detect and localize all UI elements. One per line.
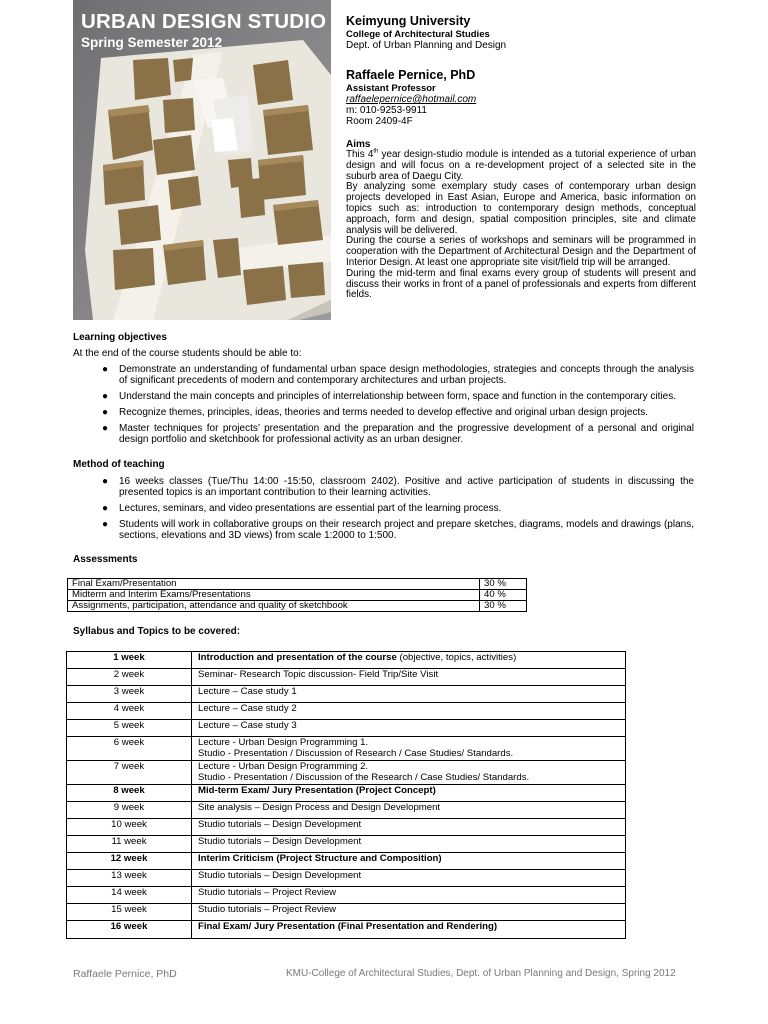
table-row xyxy=(67,652,626,669)
topic-cell: Lecture - Urban Design Programming 1. Studio - Presentation / Discussion of Research / Case Studies/ Standards. xyxy=(192,737,626,761)
table-row xyxy=(67,720,626,737)
list-item: ● Lectures, seminars, and video presentations are essential part of the learning process. xyxy=(102,503,502,514)
table-row xyxy=(67,761,626,785)
week-cell: 1 week xyxy=(67,652,192,669)
topic-cell: Site analysis – Design Process and Design Development xyxy=(192,802,626,819)
table-row xyxy=(67,737,626,761)
table-row xyxy=(67,785,626,802)
aims-paragraph-1: This 4th year design-studio module is intended as a tutorial experience of urban design and will focus on a re-development project of a selected site in the suburb area of Daegu City. xyxy=(346,148,696,182)
info-column xyxy=(346,14,696,301)
table-row xyxy=(67,686,626,703)
week-cell: 16 week xyxy=(67,921,192,939)
week-cell: 9 week xyxy=(67,802,192,819)
topic-cell: Studio tutorials – Project Review xyxy=(192,887,626,904)
footer-institution: KMU-College of Architectural Studies, Dept. of Urban Planning and Design, Spring 2012 xyxy=(286,968,676,979)
topic-cell: Lecture – Case study 1 xyxy=(192,686,626,703)
bullet-icon: ● xyxy=(102,364,109,375)
assessment-item: Final Exam/Presentation xyxy=(68,579,480,590)
bullet-icon: ● xyxy=(102,407,109,418)
assessments-heading: Assessments xyxy=(73,554,138,565)
instructor-room: Room 2409-4F xyxy=(346,116,413,127)
table-row xyxy=(68,601,527,612)
table-row xyxy=(67,819,626,836)
assessments-table xyxy=(67,578,527,612)
instructor-email[interactable]: raffaelepernice@hotmail.com xyxy=(346,94,477,105)
college-name: College of Architectural Studies xyxy=(346,29,490,40)
instructor-title: Assistant Professor xyxy=(346,83,436,94)
bullet-icon: ● xyxy=(102,391,109,402)
week-cell: 2 week xyxy=(67,669,192,686)
bullet-icon: ● xyxy=(102,503,109,514)
course-semester: Spring Semester 2012 xyxy=(81,35,223,50)
topic-cell: Lecture - Urban Design Programming 2. Studio - Presentation / Discussion of the Research / Case Studies/ Standards. xyxy=(192,761,626,785)
bullet-icon: ● xyxy=(102,423,109,434)
list-item: ● Students will work in collaborative groups on their research project and prepare sketches, diagrams, models and drawings (plans, sections, elevations and 3D views) from scale 1:2000 to 1:500. xyxy=(102,519,694,541)
learning-objectives-intro: At the end of the course students should be able to: xyxy=(73,348,302,359)
week-cell: 14 week xyxy=(67,887,192,904)
week-cell: 15 week xyxy=(67,904,192,921)
model-photo xyxy=(73,0,331,320)
aims-heading: Aims xyxy=(346,139,371,150)
week-cell: 6 week xyxy=(67,737,192,761)
assessment-weight: 40 % xyxy=(480,590,527,601)
instructor-phone: m: 010-9253-9911 xyxy=(346,105,427,116)
week-cell: 4 week xyxy=(67,703,192,720)
topic-cell: Introduction and presentation of the course (objective, topics, activities) xyxy=(192,652,626,669)
topic-cell: Lecture – Case study 2 xyxy=(192,703,626,720)
topic-cell: Studio tutorials – Design Development xyxy=(192,870,626,887)
topic-cell: Seminar- Research Topic discussion- Field Trip/Site Visit xyxy=(192,669,626,686)
table-row xyxy=(67,703,626,720)
table-row xyxy=(68,590,527,601)
syllabus-heading: Syllabus and Topics to be covered: xyxy=(73,626,241,637)
assessment-item: Midterm and Interim Exams/Presentations xyxy=(68,590,480,601)
topic-cell: Final Exam/ Jury Presentation (Final Presentation and Rendering) xyxy=(192,921,626,939)
list-item: ● Recognize themes, principles, ideas, theories and terms needed to develop effective and original urban design projects. xyxy=(102,407,649,418)
week-cell: 3 week xyxy=(67,686,192,703)
assessment-weight: 30 % xyxy=(480,601,527,612)
table-row xyxy=(67,870,626,887)
syllabus-table xyxy=(66,651,626,939)
bullet-icon: ● xyxy=(102,476,109,487)
list-item: ● Demonstrate an understanding of fundamental urban space design methodologies, strategies and concepts through the analysis of significant precedents of modern and contemporary architectures and urban projects. xyxy=(102,364,694,386)
topic-cell: Studio tutorials – Project Review xyxy=(192,904,626,921)
assessment-weight: 30 % xyxy=(480,579,527,590)
aims-paragraph-3: During the course a series of workshops and seminars will be programmed in cooperation with the Department of Architectural Design and the Department of Interior Design. At least one appropriate site visit/field trip will be arranged. xyxy=(346,235,696,268)
topic-cell: Studio tutorials – Design Development xyxy=(192,836,626,853)
university-name: Keimyung University xyxy=(346,14,471,28)
table-row xyxy=(67,836,626,853)
footer-author: Raffaele Pernice, PhD xyxy=(73,968,177,980)
week-cell: 7 week xyxy=(67,761,192,785)
topic-cell: Studio tutorials – Design Development xyxy=(192,819,626,836)
table-row xyxy=(68,579,527,590)
assessment-item: Assignments, participation, attendance and quality of sketchbook xyxy=(68,601,480,612)
topic-cell: Lecture – Case study 3 xyxy=(192,720,626,737)
department-name: Dept. of Urban Planning and Design xyxy=(346,40,507,51)
instructor-name: Raffaele Pernice, PhD xyxy=(346,68,476,82)
learning-objectives-list xyxy=(102,364,694,450)
bullet-icon: ● xyxy=(102,519,109,530)
topic-cell: Interim Criticism (Project Structure and Composition) xyxy=(192,853,626,870)
week-cell: 12 week xyxy=(67,853,192,870)
week-cell: 10 week xyxy=(67,819,192,836)
week-cell: 11 week xyxy=(67,836,192,853)
method-heading: Method of teaching xyxy=(73,459,165,470)
method-list xyxy=(102,476,694,546)
table-row xyxy=(67,904,626,921)
list-item: ● 16 weeks classes (Tue/Thu 14:00 -15:50, classroom 2402). Positive and active participation of students in discussing the presented topics is an important contribution to their learning activities. xyxy=(102,476,694,498)
list-item: ● Master techniques for projects’ presentation and the preparation and the progressive development of a personal and original design portfolio and sketchbook for professional activity as an urban designer. xyxy=(102,423,694,445)
learning-objectives-heading: Learning objectives xyxy=(73,332,167,343)
table-row xyxy=(67,853,626,870)
table-row xyxy=(67,669,626,686)
week-cell: 8 week xyxy=(67,785,192,802)
list-item: ● Understand the main concepts and principles of interrelationship between form, space and function in the contemporary cities. xyxy=(102,391,676,402)
aims-paragraph-4: During the mid-term and final exams every group of students will present and discuss their works in front of a panel of professionals and experts from different fields. xyxy=(346,267,696,301)
table-row xyxy=(67,921,626,939)
table-row xyxy=(67,887,626,904)
topic-cell: Mid-term Exam/ Jury Presentation (Project Concept) xyxy=(192,785,626,802)
week-cell: 13 week xyxy=(67,870,192,887)
week-cell: 5 week xyxy=(67,720,192,737)
course-title: URBAN DESIGN STUDIO xyxy=(81,10,327,33)
aims-paragraph-2: By analyzing some exemplary study cases of contemporary urban design projects developed in East Asian, Europe and America, basic information on topics such as: introduction to contemporary design methods, conceptual approach, form and design, spatial composition principles, site and climate analysis will be delivered. xyxy=(346,181,696,236)
table-row xyxy=(67,802,626,819)
